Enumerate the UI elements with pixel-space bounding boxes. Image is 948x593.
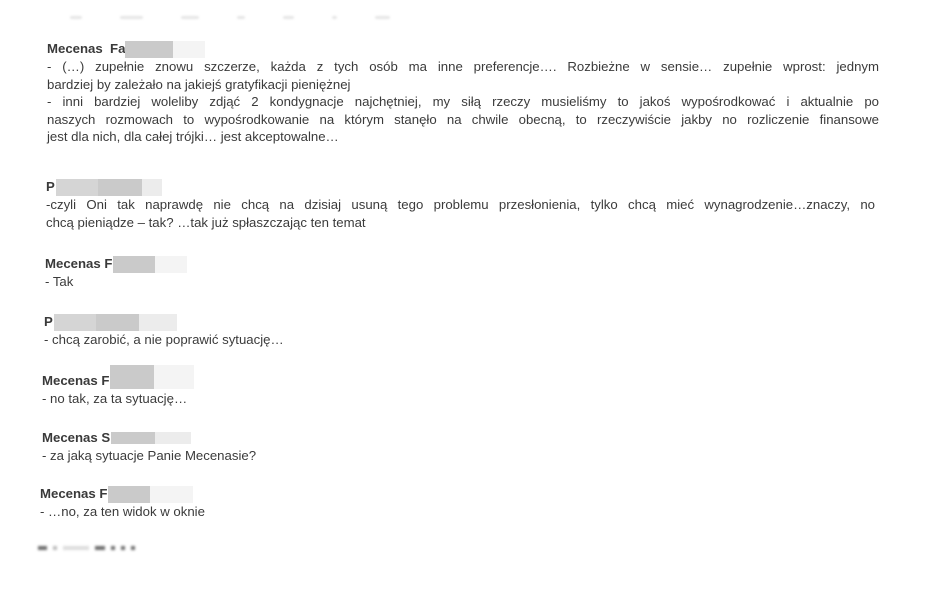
redaction-block: [111, 432, 191, 444]
speaker-name: Mecenas F: [47, 41, 119, 57]
redaction-block: [108, 486, 193, 503]
utterance-line: - (…) zupełnie znowu szczerze, każda z tych osób ma inne preferencje…. Rozbieżne w sensie… zupełnie wprost: jednym: [47, 59, 879, 74]
transcript-entry: [45, 255, 187, 291]
speaker-name: Mecenas F: [42, 373, 110, 389]
utterance-line: - …no, za ten widok w oknie: [40, 504, 205, 519]
cut-off-text-top: [70, 14, 390, 20]
speaker-name: Mecenas F: [40, 486, 108, 502]
utterance-line: - za jaką sytuacje Panie Mecenasie?: [42, 448, 257, 463]
transcript-entry: [46, 178, 875, 231]
cut-off-text-bottom: [38, 546, 135, 550]
speaker-name: P: [46, 179, 55, 195]
speaker-label: [40, 485, 205, 503]
speaker-label: [42, 429, 256, 447]
utterance-line: naszych rozmowach to wypośrodkowanie na którym stanęło na chwile obecną, to rzeczywiście jakby no rozliczenie finansowe: [47, 111, 879, 127]
utterance-line: jest dla nich, dla całej trójki… jest akceptowalne…: [47, 129, 339, 144]
redaction-block: [113, 256, 187, 273]
utterance-line: -czyli Oni tak naprawdę nie chcą na dzisiaj usuną tego problemu przesłonienia, tylko chcą mieć wynagrodzenie…znaczy, no: [46, 197, 875, 212]
redaction-block: [56, 179, 162, 196]
speaker-label: [44, 313, 284, 331]
speaker-name: Mecenas F: [45, 256, 113, 272]
utterance-line: chcą pieniądze – tak? …tak już spłaszczając ten temat: [46, 214, 366, 230]
speaker-label: [45, 255, 187, 273]
redaction-block: [110, 365, 194, 389]
utterance-line: - Tak: [45, 274, 74, 289]
utterance-line: - inni bardziej woleliby zdjąć 2 kondygnacje najchętniej, my siłą rzeczy musieliśmy to jakoś wypośrodkować i aktualnie po: [47, 94, 879, 109]
speaker-label: [42, 372, 194, 390]
utterance-line: - no tak, za ta sytuację…: [42, 391, 188, 406]
transcript-entry: [42, 429, 256, 465]
speaker-name-suffix: a: [118, 41, 126, 57]
transcript-entry: [40, 485, 205, 521]
redaction-block: [54, 314, 177, 331]
redaction-block: [125, 41, 205, 58]
speaker-label: [47, 40, 879, 58]
transcript-entry: [42, 372, 194, 408]
utterance-line: - chcą zarobić, a nie poprawić sytuację…: [44, 332, 284, 347]
utterance-line: bardziej by zależało na jakiejś gratyfikacji pieniężnej: [47, 76, 351, 92]
transcript-entry: [47, 40, 879, 146]
speaker-name: Mecenas S: [42, 430, 111, 446]
speaker-label: [46, 178, 875, 196]
speaker-name: P: [44, 314, 53, 330]
transcript-entry: [44, 313, 284, 349]
